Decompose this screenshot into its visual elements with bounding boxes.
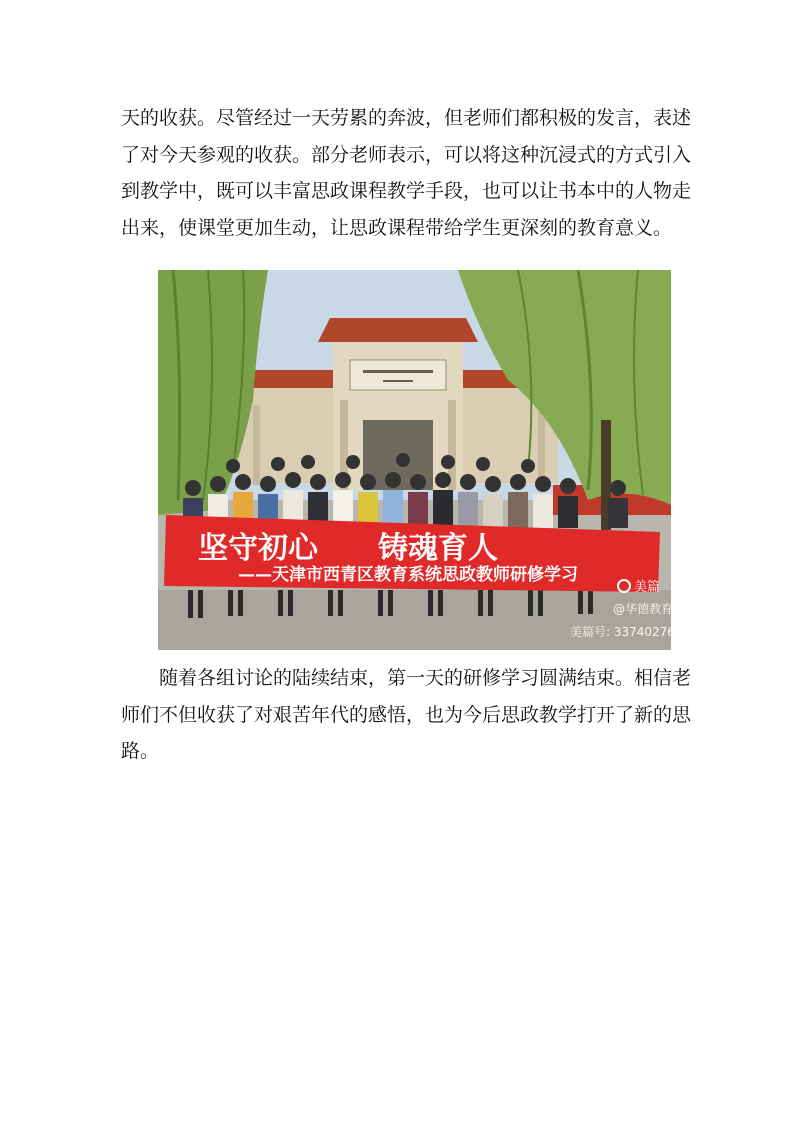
- banner-subtitle: ——天津市西青区教育系统思政教师研修学习: [238, 565, 578, 585]
- paragraph-line: 师们不但收获了对艰苦年代的感悟，也为今后思政教学打开了新的思: [121, 703, 692, 726]
- body-paragraph-2: [121, 660, 692, 770]
- watermark-brand: 美篇: [634, 580, 661, 595]
- banner-slogan: 坚守初心 铸魂育人: [198, 531, 498, 566]
- paragraph-line: 了对今天参观的收获。部分老师表示，可以将这种沉浸式的方式引入: [121, 143, 692, 166]
- paragraph-line: 随着各组讨论的陆续结束，第一天的研修学习圆满结束。相信老: [121, 667, 692, 689]
- group-photo: [158, 270, 683, 650]
- body-paragraph-1: [121, 100, 692, 246]
- watermark-id: 美篇号: 337402769: [570, 625, 683, 639]
- paragraph-line: 出来，使课堂更加生动，让思政课程带给学生更深刻的教育意义。: [121, 216, 673, 239]
- paragraph-line: 到教学中，既可以丰富思政课程教学手段，也可以让书本中的人物走: [121, 180, 692, 202]
- paragraph-line: 天的收获。尽管经过一天劳累的奔波，但老师们都积极的发言，表述: [121, 107, 692, 129]
- paragraph-line: 路。: [121, 740, 160, 762]
- watermark-account: @华德教育: [613, 602, 674, 616]
